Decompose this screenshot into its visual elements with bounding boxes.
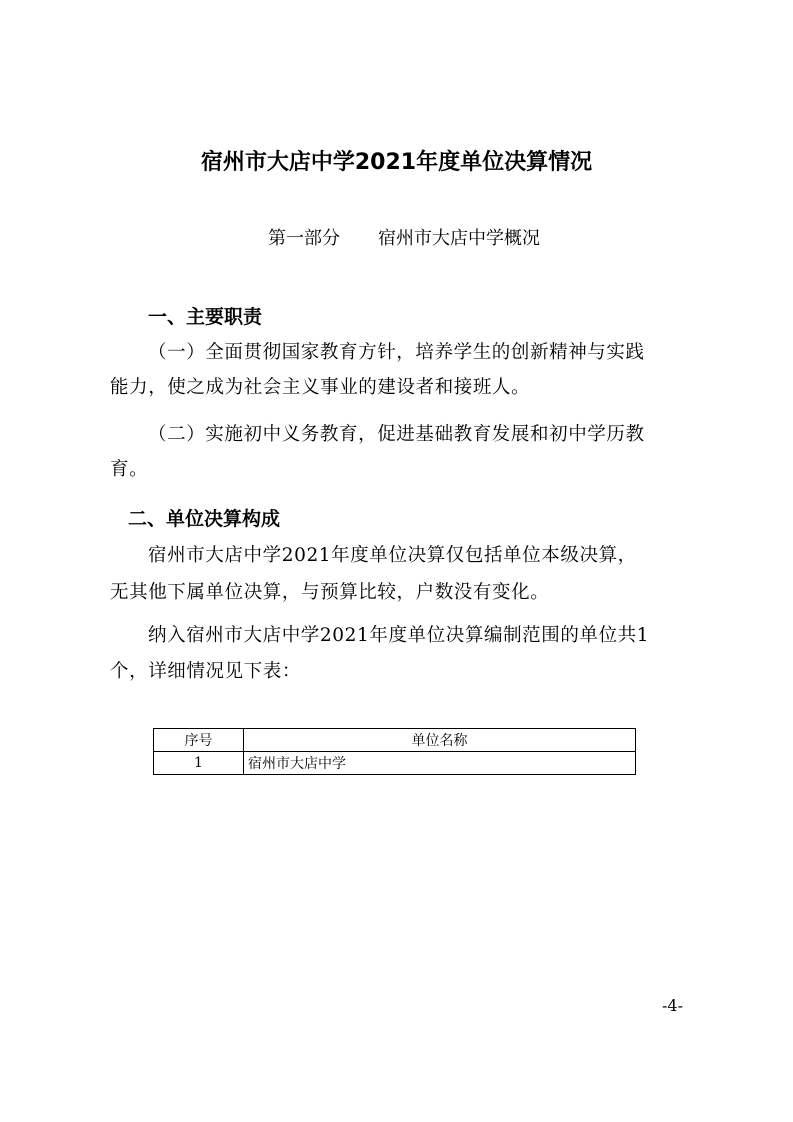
paragraph-line: 宿州市大店中学2021年度单位决算仅包括单位本级决算，	[148, 545, 637, 566]
part-label: 第一部分	[268, 228, 340, 249]
table-header-row	[154, 729, 636, 752]
paragraph-line: 纳入宿州市大店中学2021年度单位决算编制范围的单位共1	[148, 625, 650, 646]
part-name: 宿州市大店中学概况	[378, 228, 540, 249]
section-heading-duties: 一、主要职责	[148, 306, 263, 328]
table-row	[154, 752, 636, 775]
paragraph-line: 育。	[110, 459, 149, 480]
document-title: 宿州市大店中学2021年度单位决算情况	[200, 150, 593, 175]
column-header-unit-name: 单位名称	[244, 729, 636, 752]
paragraph-line: 无其他下属单位决算，与预算比较，户数没有变化。	[110, 582, 550, 603]
column-header-index: 序号	[154, 729, 244, 752]
units-table	[153, 728, 636, 775]
table-cell-unit-name: 宿州市大店中学	[244, 752, 636, 775]
section-heading-composition: 二、单位决算构成	[128, 508, 281, 530]
paragraph-line: （二）实施初中义务教育，促进基础教育发展和初中学历教	[148, 424, 645, 445]
paragraph-line: 能力，使之成为社会主义事业的建设者和接班人。	[110, 377, 531, 398]
table-cell-index: 1	[154, 752, 244, 775]
paragraph-line: 个，详细情况见下表：	[110, 661, 302, 682]
paragraph-line: （一）全面贯彻国家教育方针，培养学生的创新精神与实践	[148, 342, 645, 363]
page-number: -4-	[662, 996, 683, 1015]
part-heading	[268, 226, 540, 252]
